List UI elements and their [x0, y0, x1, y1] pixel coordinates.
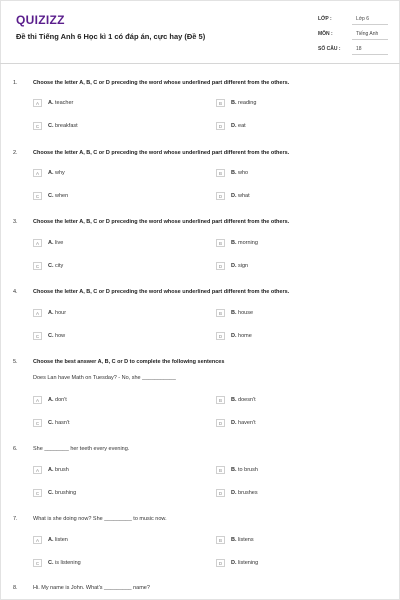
option-letter: C: [33, 192, 42, 200]
option-label: D.: [231, 420, 237, 426]
option-letter: C: [33, 332, 42, 340]
option-label: D.: [231, 193, 237, 199]
option-letter: C: [33, 122, 42, 130]
meta-underline: [352, 54, 388, 55]
option-letter: D: [216, 559, 225, 567]
option-label: D.: [231, 560, 237, 566]
option-letter: A: [33, 99, 42, 107]
option-label: C.: [48, 123, 54, 129]
question-number: 8.: [13, 585, 18, 591]
option-label: B.: [231, 467, 237, 473]
option-text: brushing: [55, 490, 77, 496]
option-letter: A: [33, 169, 42, 177]
option-text: what: [238, 193, 250, 199]
option-text: don't: [55, 397, 67, 403]
meta-subject-key: MÔN :: [318, 31, 333, 37]
option-text: eat: [238, 123, 246, 129]
option-text: listen: [55, 537, 68, 543]
question-text: Choose the letter A, B, C or D preceding the word whose underlined part different from the others.: [33, 80, 290, 86]
option-letter: D: [216, 192, 225, 200]
option-letter: A: [33, 396, 42, 404]
option-letter: B: [216, 309, 225, 317]
option-label: A.: [48, 397, 54, 403]
option-label: B.: [231, 100, 237, 106]
option-text: who: [238, 170, 249, 176]
header-divider: [0, 63, 400, 64]
question-subtext: Does Lan have Math on Tuesday? - No, she ___________: [33, 375, 176, 381]
option-label: B.: [231, 397, 237, 403]
question-text: Choose the best answer A, B, C or D to complete the following sentences: [33, 359, 225, 365]
question-number: 5.: [13, 359, 18, 365]
option-text: home: [238, 333, 252, 339]
option-letter: D: [216, 489, 225, 497]
meta-subject-value: Tiếng Anh: [356, 31, 379, 37]
question-text: She ________ her teeth every evening.: [33, 446, 130, 452]
meta-class-key: LỚP :: [318, 16, 332, 22]
option-label: D.: [231, 490, 237, 496]
option-text: listens: [238, 537, 254, 543]
question-text: Choose the letter A, B, C or D preceding the word whose underlined part different from the others.: [33, 150, 290, 156]
option-text: hour: [55, 310, 67, 316]
option-letter: C: [33, 559, 42, 567]
option-label: B.: [231, 170, 237, 176]
question-number: 3.: [13, 219, 18, 225]
option-text: hasn't: [55, 420, 70, 426]
option-text: teacher: [55, 100, 74, 106]
meta-class-value: Lớp 6: [356, 16, 370, 22]
option-label: B.: [231, 310, 237, 316]
option-text: brushes: [238, 490, 258, 496]
option-text: morning: [238, 240, 258, 246]
option-label: D.: [231, 263, 237, 269]
option-label: C.: [48, 490, 54, 496]
option-letter: C: [33, 419, 42, 427]
meta-underline: [352, 39, 388, 40]
worksheet-header: [0, 0, 400, 62]
option-text: sign: [238, 263, 249, 269]
option-letter: B: [216, 99, 225, 107]
option-text: haven't: [238, 420, 256, 426]
option-letter: A: [33, 466, 42, 474]
question-number: 7.: [13, 516, 18, 522]
option-letter: D: [216, 419, 225, 427]
option-letter: B: [216, 536, 225, 544]
option-label: C.: [48, 420, 54, 426]
option-label: A.: [48, 310, 54, 316]
option-letter: C: [33, 262, 42, 270]
meta-count-key: SỐ CÂU :: [318, 46, 341, 52]
question-number: 4.: [13, 289, 18, 295]
option-letter: D: [216, 332, 225, 340]
option-text: doesn't: [238, 397, 256, 403]
option-label: D.: [231, 123, 237, 129]
option-text: breakfast: [55, 123, 78, 129]
question-text: Choose the letter A, B, C or D preceding the word whose underlined part different from the others.: [33, 289, 290, 295]
option-label: A.: [48, 170, 54, 176]
question-number: 2.: [13, 150, 18, 156]
option-text: is listening: [55, 560, 81, 566]
option-letter: A: [33, 536, 42, 544]
option-label: C.: [48, 333, 54, 339]
question-text: What is she doing now? She _________ to music now.: [33, 516, 167, 522]
option-letter: B: [216, 169, 225, 177]
meta-underline: [352, 24, 388, 25]
option-text: why: [55, 170, 65, 176]
option-label: A.: [48, 240, 54, 246]
option-text: city: [55, 263, 64, 269]
question-text: Hi. My name is John. What's _________ name?: [33, 585, 150, 591]
meta-count-value: 18: [356, 46, 362, 52]
option-label: C.: [48, 193, 54, 199]
option-label: A.: [48, 100, 54, 106]
quizizz-logo: QUIZIZZ: [16, 13, 65, 27]
option-text: reading: [238, 100, 257, 106]
question-number: 6.: [13, 446, 18, 452]
option-label: A.: [48, 467, 54, 473]
option-letter: A: [33, 239, 42, 247]
option-letter: D: [216, 262, 225, 270]
option-label: D.: [231, 333, 237, 339]
page-title: Đề thi Tiếng Anh 6 Học kì 1 có đáp án, cực hay (Đề 5): [16, 32, 206, 41]
option-letter: B: [216, 466, 225, 474]
option-text: to brush: [238, 467, 258, 473]
option-letter: B: [216, 396, 225, 404]
option-label: C.: [48, 560, 54, 566]
option-text: how: [55, 333, 66, 339]
option-label: B.: [231, 537, 237, 543]
option-label: A.: [48, 537, 54, 543]
option-letter: D: [216, 122, 225, 130]
option-text: when: [55, 193, 69, 199]
option-text: listening: [238, 560, 259, 566]
question-number: 1.: [13, 80, 18, 86]
option-label: C.: [48, 263, 54, 269]
option-text: brush: [55, 467, 69, 473]
option-text: house: [238, 310, 254, 316]
option-letter: B: [216, 239, 225, 247]
question-text: Choose the letter A, B, C or D preceding the word whose underlined part different from the others.: [33, 219, 290, 225]
option-letter: C: [33, 489, 42, 497]
option-text: live: [55, 240, 64, 246]
option-letter: A: [33, 309, 42, 317]
option-label: B.: [231, 240, 237, 246]
